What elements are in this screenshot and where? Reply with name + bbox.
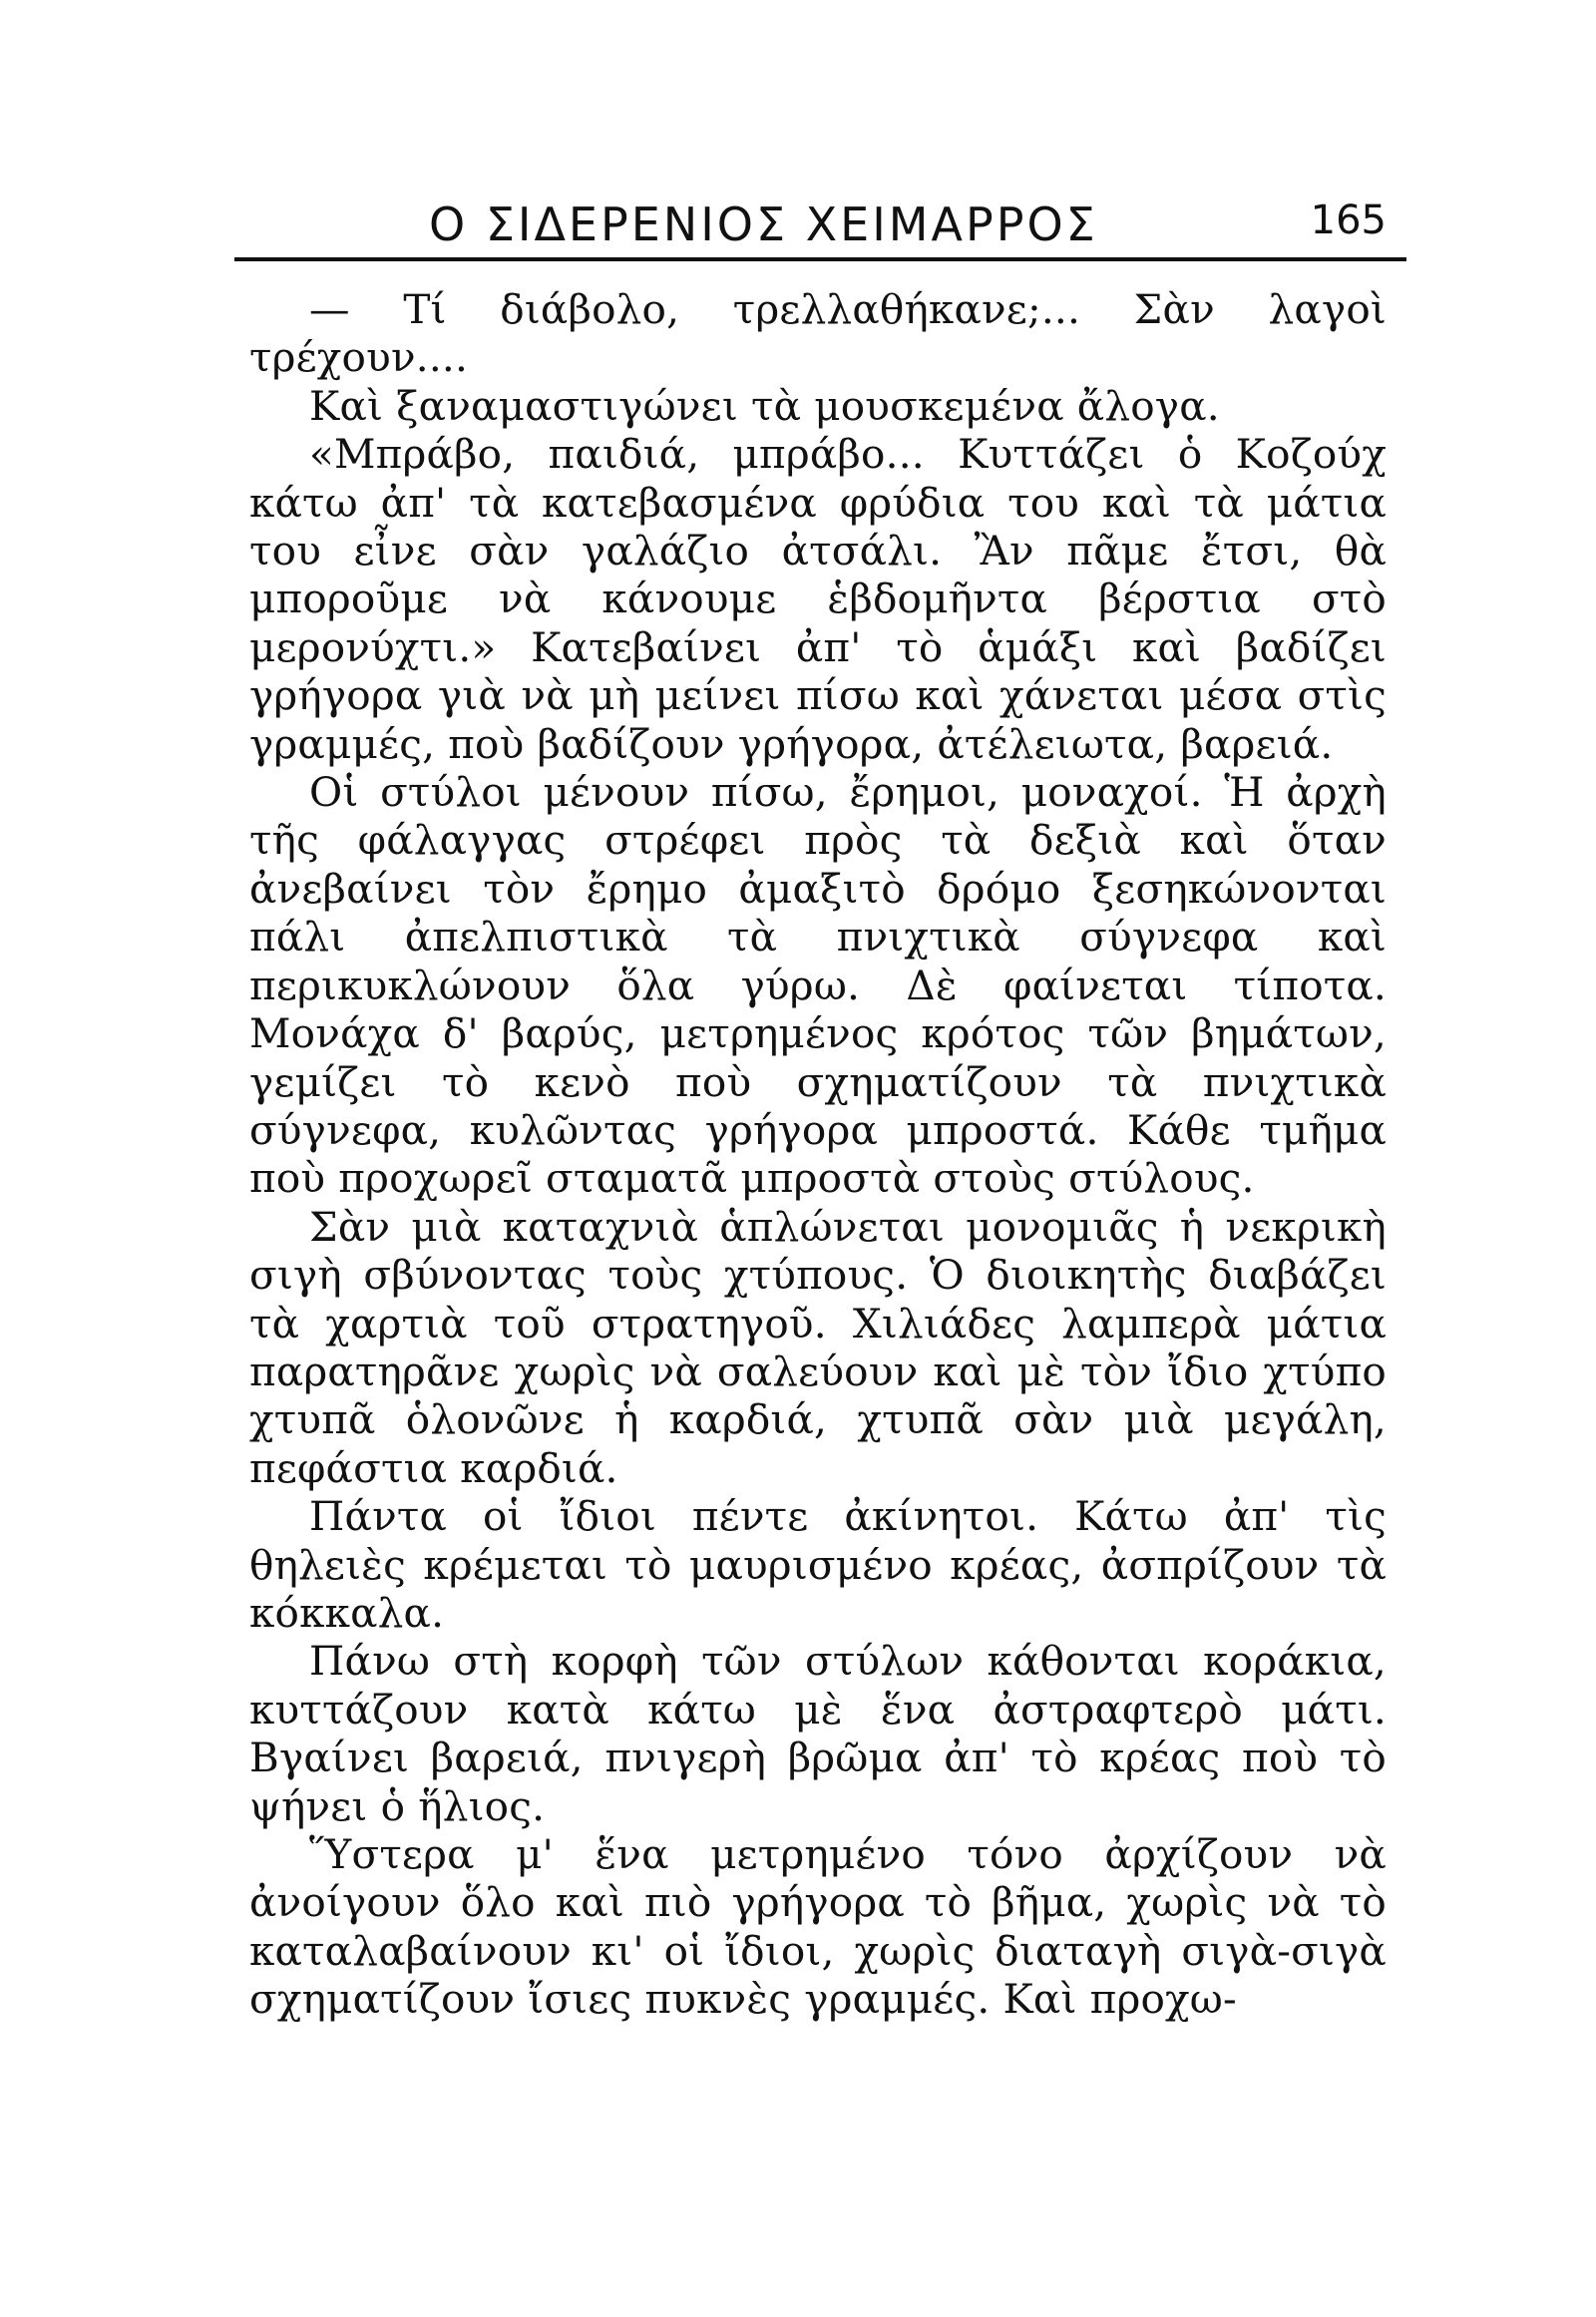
running-head (229, 197, 1426, 257)
paragraph: Σὰν μιὰ καταχνιὰ ἁπλώνεται μονομιᾶς ἡ νεκρικὴ σιγὴ σβύνοντας τοὺς χτύπους. Ὁ διοικητὴς διαβάζει τὰ χαρτιὰ τοῦ στρατηγοῦ. Χιλιάδες λαμπερὰ μάτια παρατηρᾶνε χωρὶς νὰ σαλεύουν καὶ μὲ τὸν ἴδιο χτύπο χτυπᾶ ὁλονῶνε ἡ καρδιά, χτυπᾶ σὰν μιὰ μεγάλη, πεφάστια καρδιά. (249, 1202, 1387, 1492)
paragraph: Πάνω στὴ κορφὴ τῶν στύλων κάθονται κοράκια, κυττάζουν κατὰ κάτω μὲ ἕνα ἀστραφτερὸ μάτι. Βγαίνει βαρειά, πνιγερὴ βρῶμα ἀπ' τὸ κρέας ποὺ τὸ ψήνει ὁ ἥλιος. (249, 1637, 1387, 1830)
page-number: 165 (1310, 197, 1387, 243)
body-text (249, 285, 1387, 2024)
paragraph: — Τί διάβολο, τρελλαθήκανε;... Σὰν λαγοὶ τρέχουν.... (249, 285, 1387, 382)
paragraph: Οἱ στύλοι μένουν πίσω, ἔρημοι, μοναχοί. Ἡ ἀρχὴ τῆς φάλαγγας στρέφει πρὸς τὰ δεξιὰ καὶ ὅταν ἀνεβαίνει τὸν ἔρημο ἀμαξιτὸ δρόμο ξεσηκώνονται πάλι ἀπελπιστικὰ τὰ πνιχτικὰ σύγνεφα καὶ περικυκλώνουν ὅλα γύρω. Δὲ φαίνεται τίποτα. Μονάχα δ' βαρύς, μετρημένος κρότος τῶν βημάτων, γεμίζει τὸ κενὸ ποὺ σχηματίζουν τὰ πνιχτικὰ σύγνεφα, κυλῶντας γρήγορα μπροστά. Κάθε τμῆμα ποὺ προχωρεῖ σταματᾶ μπροστὰ στοὺς στύλους. (249, 768, 1387, 1203)
paragraph: Πάντα οἱ ἴδιοι πέντε ἀκίνητοι. Κάτω ἀπ' τὶς θηλειὲς κρέμεται τὸ μαυρισμένο κρέας, ἀσπρίζουν τὰ κόκκαλα. (249, 1492, 1387, 1637)
header-rule (234, 257, 1406, 261)
paragraph: Καὶ ξαναμαστιγώνει τὰ μουσκεμένα ἄλογα. (309, 381, 1220, 430)
paragraph: «Μπράβο, παιδιά, μπράβο... Κυττάζει ὁ Κοζούχ κάτω ἀπ' τὰ κατεβασμένα φρύδια του καὶ τὰ μάτια του εἶνε σὰν γαλάζιο ἀτσάλι. Ἂν πᾶμε ἔτσι, θὰ μποροῦμε νὰ κάνουμε ἑβδομῆντα βέρστια στὸ μερονύχτι.» Κατεβαίνει ἀπ' τὸ ἁμάξι καὶ βαδίζει γρήγορα γιὰ νὰ μὴ μείνει πίσω καὶ χάνεται μέσα στὶς γραμμές, ποὺ βαδίζουν γρήγορα, ἀτέλειωτα, βαρειά. (249, 430, 1387, 768)
paragraph: Ὕστερα μ' ἕνα μετρημένο τόνο ἀρχίζουν νὰ ἀνοίγουν ὅλο καὶ πιὸ γρήγορα τὸ βῆμα, χωρὶς νὰ τὸ καταλαβαίνουν κι' οἱ ἴδιοι, χωρὶς διαταγὴ σιγὰ-σιγὰ σχηματίζουν ἴσιες πυκνὲς γραμμές. Καὶ προχω- (249, 1830, 1387, 2024)
running-title: Ο ΣΙΔΕΡΕΝΙΟΣ ΧΕΙΜΑΡΡΟΣ (429, 197, 1098, 251)
book-page (229, 0, 1426, 2317)
